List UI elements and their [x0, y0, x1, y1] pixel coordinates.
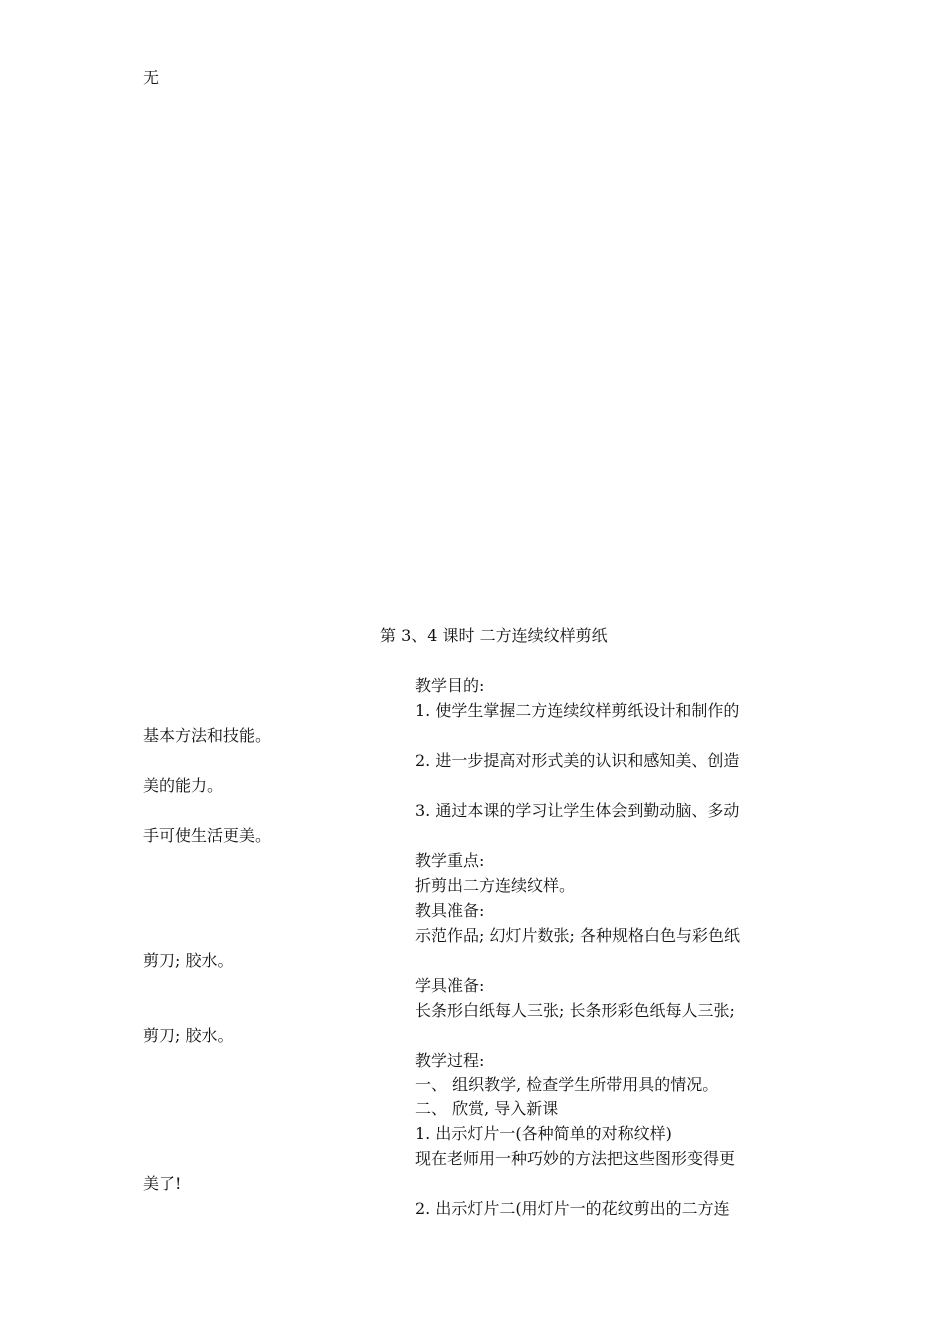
objective-2-line-b: 美的能力。: [143, 776, 224, 795]
top-note: 无: [143, 68, 160, 87]
slide-2-item: 2. 出示灯片二(用灯片一的花纹剪出的二方连: [415, 1199, 730, 1218]
objective-2-line-a: 2. 进一步提高对形式美的认识和感知美、创造: [415, 751, 740, 770]
key-point-text: 折剪出二方连续纹样。: [415, 876, 576, 895]
objective-3-line-a: 3. 通过本课的学习让学生体会到勤动脑、多动: [415, 801, 740, 820]
process-step-2: 二、 欣赏, 导入新课: [415, 1099, 559, 1118]
teacher-prep-line-b: 剪刀; 胶水。: [143, 951, 234, 970]
objectives-heading: 教学目的:: [415, 676, 485, 695]
student-prep-line-a: 长条形白纸每人三张; 长条形彩色纸每人三张;: [415, 1001, 735, 1020]
objective-3-line-b: 手可使生活更美。: [143, 826, 272, 845]
lesson-title: 第 3、4 课时 二方连续纹样剪纸: [380, 626, 608, 645]
teacher-prep-line-a: 示范作品; 幻灯片数张; 各种规格白色与彩色纸: [415, 926, 740, 945]
process-heading: 教学过程:: [415, 1051, 485, 1070]
student-prep-heading: 学具准备:: [415, 976, 485, 995]
objective-1-line-a: 1. 使学生掌握二方连续纹样剪纸设计和制作的: [415, 701, 740, 720]
objective-1-line-b: 基本方法和技能。: [143, 726, 272, 745]
teacher-prep-heading: 教具准备:: [415, 901, 485, 920]
student-prep-line-b: 剪刀; 胶水。: [143, 1026, 234, 1045]
key-point-heading: 教学重点:: [415, 851, 485, 870]
slide-1-item: 1. 出示灯片一(各种简单的对称纹样): [415, 1124, 672, 1143]
process-step-1: 一、 组织教学, 检查学生所带用具的情况。: [415, 1075, 719, 1094]
slide-1-text-b: 美了!: [143, 1174, 182, 1193]
slide-1-text-a: 现在老师用一种巧妙的方法把这些图形变得更: [415, 1149, 736, 1168]
